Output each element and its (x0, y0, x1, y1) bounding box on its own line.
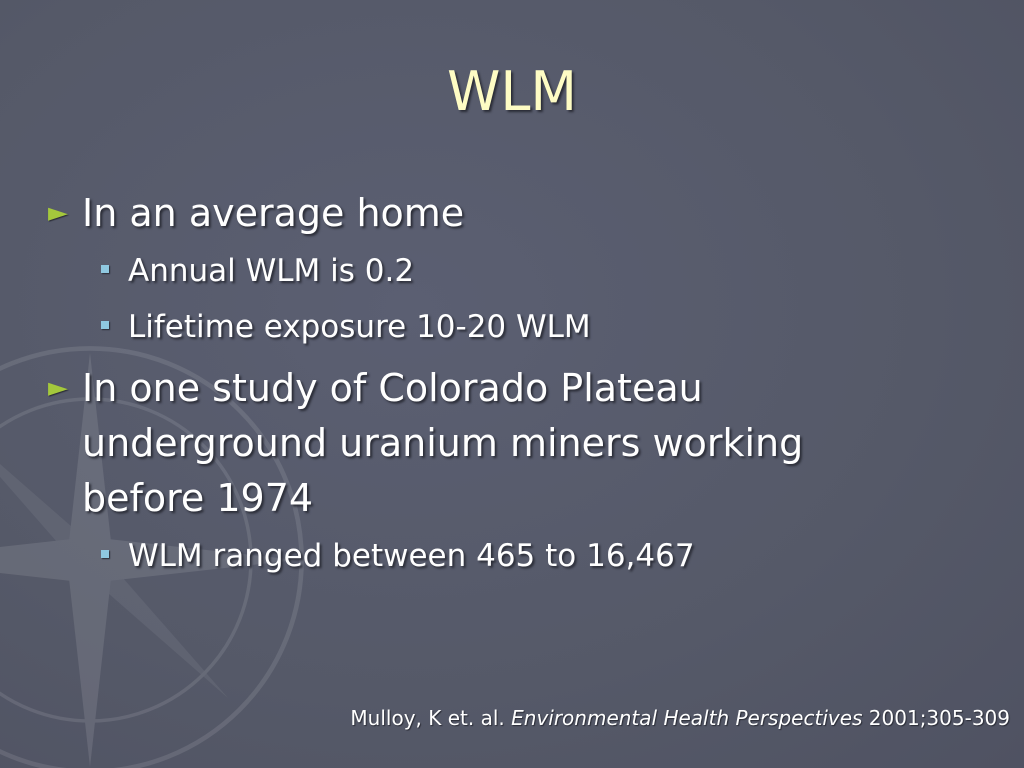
square-bullet-icon (101, 265, 109, 273)
sub-bullet-text: Lifetime exposure 10-20 WLM (128, 309, 591, 345)
bullet-text-line: underground uranium miners working (82, 421, 804, 465)
list-item (82, 299, 946, 355)
bullet-text-line: In one study of Colorado Plateau (82, 366, 703, 410)
sub-list (82, 528, 946, 584)
citation-journal: Environmental Health Perspectives (511, 706, 863, 730)
citation (350, 704, 1010, 732)
list-item (46, 361, 946, 584)
square-bullet-icon (101, 321, 109, 329)
list-item (82, 528, 946, 584)
arrow-bullet-icon: ► (48, 198, 68, 228)
bullet-text-line: before 1974 (82, 476, 314, 520)
arrow-bullet-icon: ► (48, 373, 68, 403)
list-item (46, 186, 946, 355)
sub-bullet-text: Annual WLM is 0.2 (128, 253, 415, 289)
bullet-list (46, 186, 946, 590)
bullet-text: In an average home (82, 191, 465, 235)
list-item (82, 243, 946, 299)
square-bullet-icon (101, 550, 109, 558)
sub-list (82, 243, 946, 355)
sub-bullet-text: WLM ranged between 465 to 16,467 (128, 538, 695, 574)
citation-authors: Mulloy, K et. al. (350, 706, 505, 730)
slide-title: WLM (446, 60, 578, 123)
citation-details: 2001;305-309 (868, 706, 1010, 730)
